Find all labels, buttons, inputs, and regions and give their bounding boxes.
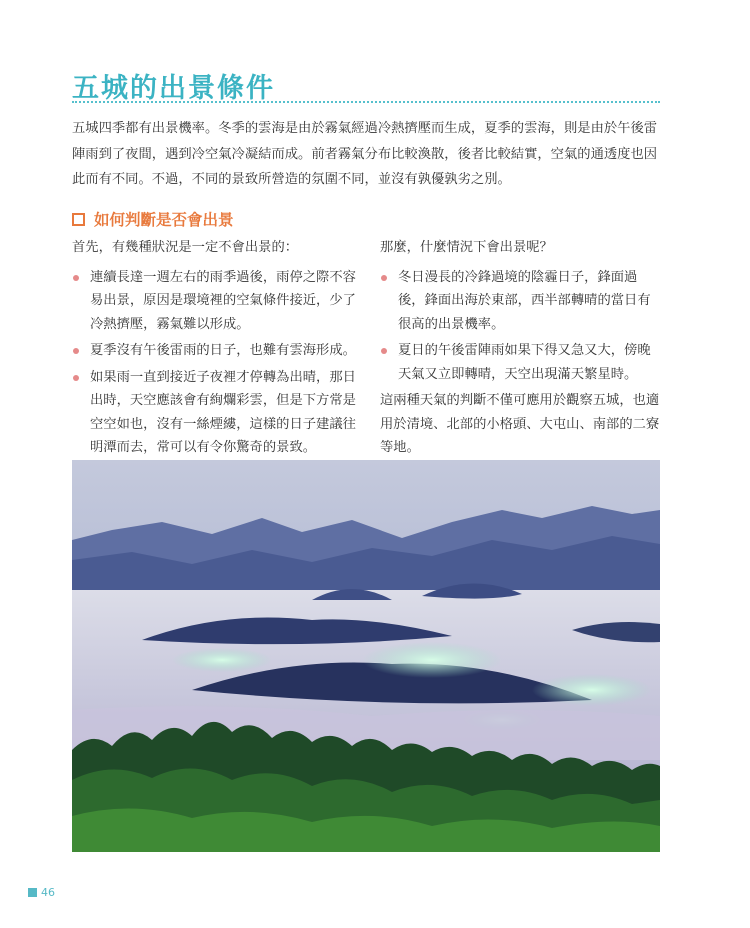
- right-column-lead: 那麼，什麼情況下會出景呢？: [380, 240, 553, 255]
- right-column: [380, 236, 662, 460]
- list-item-text: 夏季沒有午後雷雨的日子，也難有雲海形成。: [90, 343, 356, 358]
- title-divider: [72, 101, 660, 103]
- section-heading-text: 如何判斷是否會出景: [94, 211, 234, 229]
- list-item: [72, 366, 358, 460]
- intro-paragraph: 五城四季都有出景機率。冬季的雲海是由於霧氣經過冷熱擠壓而生成，夏季的雲海，則是由於午後雷陣雨到了夜間，遇到冷空氣冷凝結而成。前者霧氣分布比較渙散，後者比較結實，空氣的通透度也因此而有不同。不過，不同的景致所營造的氛圍不同，並沒有孰優孰劣之別。: [72, 121, 658, 187]
- left-bullet-list: [72, 266, 358, 460]
- sea-of-clouds-photo: [72, 460, 660, 852]
- checkbox-square-icon: [72, 213, 85, 226]
- left-column-lead: 首先，有幾種狀況是一定不會出景的：: [72, 240, 299, 255]
- right-column-closing: 這兩種天氣的判斷不僅可應用於觀察五城，也適用於清境、北部的小格頭、大屯山、南部的二寮等地。: [380, 393, 660, 455]
- square-marker-icon: [28, 888, 37, 897]
- page-title: 五城的出景條件: [72, 73, 275, 104]
- list-item: [380, 339, 662, 386]
- page-number: [28, 886, 55, 899]
- bullet-dot-icon: [381, 348, 387, 354]
- list-item-text: 連續長達一週左右的雨季過後，雨停之際不容易出景，原因是環境裡的空氣條件接近，少了冷熱擠壓，霧氣難以形成。: [90, 269, 356, 332]
- right-bullet-list: [380, 266, 662, 387]
- left-column: [72, 236, 358, 463]
- list-item: [72, 339, 358, 363]
- page-number-text: 46: [41, 886, 55, 899]
- bullet-dot-icon: [73, 375, 79, 381]
- list-item-text: 冬日漫長的冷鋒過境的陰霾日子，鋒面過後，鋒面出海於東部，西半部轉晴的當日有很高的出景機率。: [398, 269, 651, 332]
- list-item-text: 如果雨一直到接近子夜裡才停轉為出晴，那日出時，天空應該會有絢爛彩雲，但是下方常是空空如也，沒有一絲煙縷，這樣的日子建議往明潭而去，常可以有令你驚奇的景致。: [90, 369, 356, 455]
- list-item: [380, 266, 662, 337]
- list-item-text: 夏日的午後雷陣雨如果下得又急又大，傍晚天氣又立即轉晴，天空出現滿天繁星時。: [398, 343, 651, 382]
- bullet-dot-icon: [73, 275, 79, 281]
- list-item: [72, 266, 358, 337]
- bullet-dot-icon: [381, 275, 387, 281]
- section-heading: [72, 208, 234, 230]
- bullet-dot-icon: [73, 348, 79, 354]
